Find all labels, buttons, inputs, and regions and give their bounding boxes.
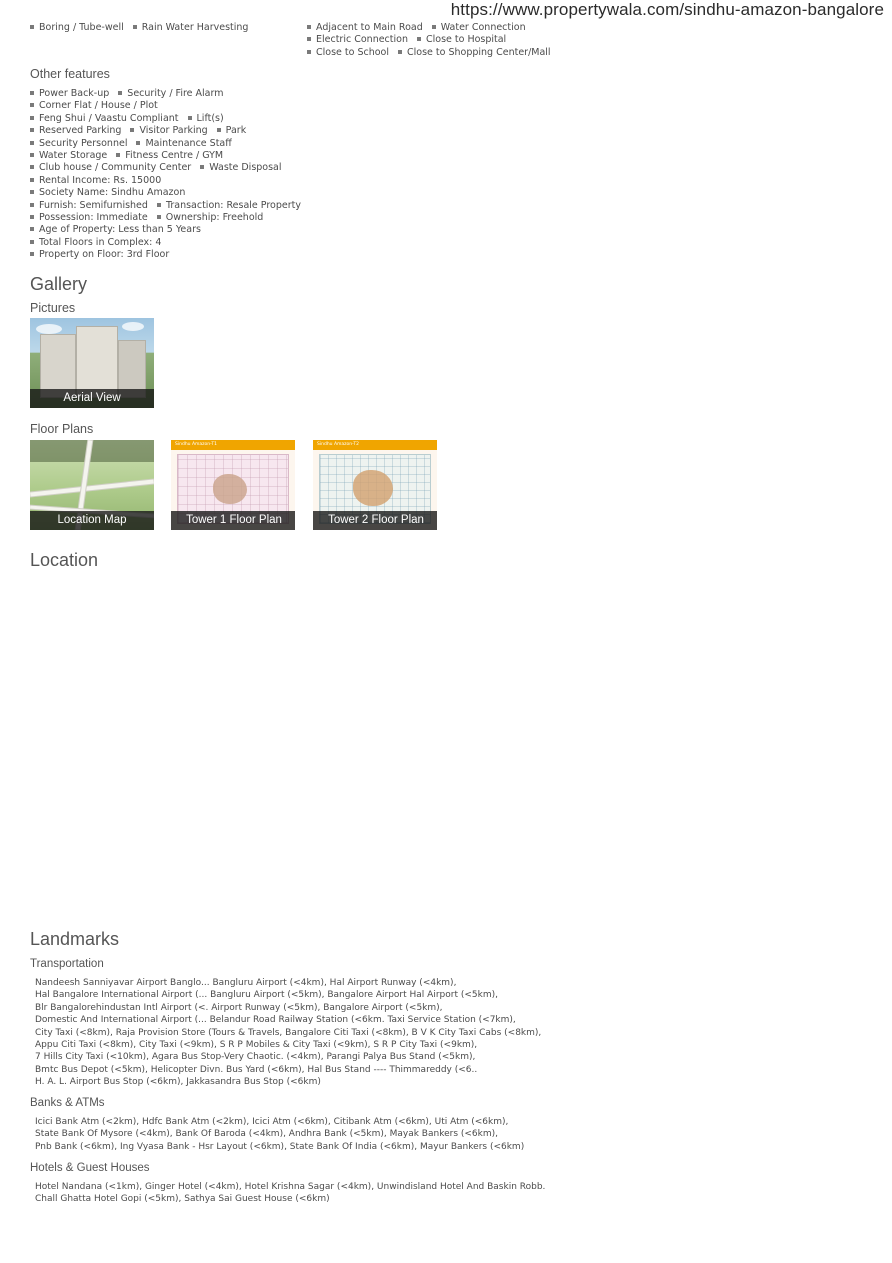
feature-row xyxy=(30,249,301,261)
feature-label: Society Name: Sindhu Amazon xyxy=(39,187,186,199)
bullet-icon xyxy=(30,25,34,29)
amenity-label: Close to School xyxy=(316,46,389,58)
landmark-line: Bmtc Bus Depot (<5km), Helicopter Divn. Bus Yard (<6km), Hal Bus Stand ---- Thimmareddy (<6.. xyxy=(35,1064,478,1075)
floor-plans-heading: Floor Plans xyxy=(30,422,94,436)
feature-label: Age of Property: Less than 5 Years xyxy=(39,224,201,236)
landmark-line: City Taxi (<8km), Raja Provision Store (Tours & Travels, Bangalore Citi Taxi (<8km), B V K City Taxi Cabs (<8km), xyxy=(35,1027,542,1038)
gallery-floorplan-location-map[interactable] xyxy=(30,440,154,530)
landmark-line: Domestic And International Airport (... Belandur Road Railway Station (<6km. Taxi Service Station (<7km), xyxy=(35,1015,516,1026)
feature-row xyxy=(30,200,301,212)
floorplan-banner-label: Sindhu Amazon-T2 xyxy=(317,442,359,447)
feature-label: Rental Income: Rs. 15000 xyxy=(39,174,162,186)
bullet-icon xyxy=(398,50,402,54)
amenity-label: Adjacent to Main Road xyxy=(316,22,423,33)
amenity-label: Boring / Tube-well xyxy=(39,22,124,33)
feature-row xyxy=(30,237,301,249)
feature-row xyxy=(30,175,301,187)
gallery-heading: Gallery xyxy=(30,274,88,294)
amenity-label: Water Connection xyxy=(440,22,526,33)
bullet-icon xyxy=(30,153,34,157)
bullet-icon xyxy=(200,165,204,169)
landmark-list-banks xyxy=(35,1116,524,1153)
feature-label: Water Storage xyxy=(39,150,108,162)
feature-row xyxy=(30,88,301,100)
feature-label: Possession: Immediate xyxy=(39,212,148,224)
bullet-icon xyxy=(217,128,221,132)
landmark-group-title-transportation: Transportation xyxy=(30,958,104,970)
feature-label: Security Personnel xyxy=(39,137,128,149)
bullet-icon xyxy=(116,153,120,157)
bullet-icon xyxy=(30,141,34,145)
landmark-line: Nandeesh Sanniyavar Airport Banglo... Bangluru Airport (<4km), Hal Airport Runway (<4km), xyxy=(35,978,457,988)
feature-label: Transaction: Resale Property xyxy=(165,199,301,211)
feature-label: Corner Flat / House / Plot xyxy=(39,100,158,112)
bullet-icon xyxy=(432,25,436,29)
feature-label: Club house / Community Center xyxy=(39,162,192,174)
feature-label: Total Floors in Complex: 4 xyxy=(39,236,162,248)
other-features-heading: Other features xyxy=(30,67,110,81)
feature-row xyxy=(30,150,301,162)
bullet-icon xyxy=(307,25,311,29)
bullet-icon xyxy=(30,203,34,207)
bullet-icon xyxy=(118,91,122,95)
floorplan-highlight xyxy=(353,470,393,506)
landmark-line: Hotel Nandana (<1km), Ginger Hotel (<4km), Hotel Krishna Sagar (<4km), Unwindisland Hotel And Baskin Robb. xyxy=(35,1182,546,1192)
feature-row xyxy=(30,100,301,112)
landmark-line: Hal Bangalore International Airport (... Bangluru Airport (<5km), Bangalore Airport Hal Airport (<5km), xyxy=(35,990,498,1001)
floorplan-banner xyxy=(313,440,437,450)
feature-label: Power Back-up xyxy=(39,88,110,99)
amenity-row xyxy=(307,22,551,34)
bullet-icon xyxy=(30,103,34,107)
amenities-left-column xyxy=(30,22,248,34)
amenity-label: Rain Water Harvesting xyxy=(141,22,249,33)
bullet-icon xyxy=(30,116,34,120)
feature-label: Ownership: Freehold xyxy=(165,212,264,224)
bullet-icon xyxy=(30,215,34,219)
bullet-icon xyxy=(136,141,140,145)
gallery-picture-aerial-view[interactable] xyxy=(30,318,154,408)
bullet-icon xyxy=(30,128,34,132)
amenity-label: Close to Hospital xyxy=(425,34,507,46)
floorplan-caption: Location Map xyxy=(30,511,154,530)
feature-label: Reserved Parking xyxy=(39,125,122,137)
map-overlay xyxy=(30,440,154,462)
landmark-line: Blr Bangalorehindustan Intl Airport (<. Airport Runway (<5km), Bangalore Airport (<5km), xyxy=(35,1002,443,1013)
floorplan-banner-label: Sindhu Amazon-T1 xyxy=(175,442,217,447)
other-features-list xyxy=(30,88,301,262)
feature-row xyxy=(30,224,301,236)
feature-row xyxy=(30,187,301,199)
feature-row xyxy=(30,162,301,174)
landmarks-heading: Landmarks xyxy=(30,929,120,949)
amenity-label: Close to Shopping Center/Mall xyxy=(407,46,551,58)
road-shape xyxy=(30,480,154,497)
landmark-group-title-hotels: Hotels & Guest Houses xyxy=(30,1162,150,1174)
amenity-row xyxy=(30,22,248,34)
bullet-icon xyxy=(30,91,34,95)
bullet-icon xyxy=(30,240,34,244)
floorplan-caption: Tower 1 Floor Plan xyxy=(171,511,295,530)
amenities-right-column xyxy=(307,22,551,59)
bullet-icon xyxy=(30,178,34,182)
bullet-icon xyxy=(188,116,192,120)
feature-label: Property on Floor: 3rd Floor xyxy=(39,249,170,261)
location-map-embed[interactable] xyxy=(30,580,862,910)
amenity-row xyxy=(307,47,551,59)
bullet-icon xyxy=(307,50,311,54)
bullet-icon xyxy=(157,203,161,207)
feature-row xyxy=(30,113,301,125)
bullet-icon xyxy=(30,252,34,256)
cloud-shape xyxy=(36,324,62,334)
bullet-icon xyxy=(157,215,161,219)
feature-label: Fitness Centre / GYM xyxy=(125,150,224,162)
landmark-line: Icici Bank Atm (<2km), Hdfc Bank Atm (<2km), Icici Atm (<6km), Citibank Atm (<6km), Uti Atm (<6km), xyxy=(35,1117,509,1127)
feature-label: Furnish: Semifurnished xyxy=(39,199,148,211)
bullet-icon xyxy=(30,190,34,194)
picture-caption: Aerial View xyxy=(30,389,154,408)
pictures-heading: Pictures xyxy=(30,301,76,315)
landmark-list-hotels xyxy=(35,1181,545,1206)
feature-row xyxy=(30,138,301,150)
landmark-line: Chall Ghatta Hotel Gopi (<5km), Sathya Sai Guest House (<6km) xyxy=(35,1194,330,1205)
feature-row xyxy=(30,125,301,137)
bullet-icon xyxy=(133,25,137,29)
feature-row xyxy=(30,212,301,224)
landmark-group-title-banks: Banks & ATMs xyxy=(30,1097,105,1109)
landmark-line: 7 Hills City Taxi (<10km), Agara Bus Stop-Very Chaotic. (<4km), Parangi Palya Bus Stand (<5km), xyxy=(35,1052,476,1063)
floorplan-highlight xyxy=(213,474,247,504)
floorplan-caption: Tower 2 Floor Plan xyxy=(313,511,437,530)
landmark-line: Pnb Bank (<6km), Ing Vyasa Bank - Hsr Layout (<6km), State Bank Of India (<6km), Mayur Bankers (<6km) xyxy=(35,1141,525,1152)
page-url: https://www.propertywala.com/sindhu-amazon-bangalore xyxy=(450,0,884,19)
feature-label: Lift(s) xyxy=(196,112,224,124)
cloud-shape xyxy=(122,322,144,331)
landmark-list-transportation xyxy=(35,977,541,1089)
floorplan-banner xyxy=(171,440,295,450)
feature-label: Maintenance Staff xyxy=(145,137,232,149)
feature-label: Visitor Parking xyxy=(139,125,208,137)
bullet-icon xyxy=(307,37,311,41)
bullet-icon xyxy=(30,227,34,231)
feature-label: Security / Fire Alarm xyxy=(127,88,224,99)
building-shape xyxy=(76,326,118,398)
feature-label: Park xyxy=(225,125,247,137)
landmark-line: Appu Citi Taxi (<8km), City Taxi (<9km), S R P Mobiles & City Taxi (<9km), S R P City Taxi (<9km), xyxy=(35,1040,478,1051)
gallery-floorplan-tower-1[interactable] xyxy=(171,440,295,530)
landmark-line: H. A. L. Airport Bus Stop (<6km), Jakkasandra Bus Stop (<6km) xyxy=(35,1077,321,1088)
feature-label: Waste Disposal xyxy=(209,162,282,174)
amenity-row xyxy=(307,34,551,46)
location-heading: Location xyxy=(30,550,99,570)
bullet-icon xyxy=(130,128,134,132)
amenity-label: Electric Connection xyxy=(316,34,408,46)
landmark-line: State Bank Of Mysore (<4km), Bank Of Baroda (<4km), Andhra Bank (<5km), Mayak Bankers (<6km), xyxy=(35,1129,499,1140)
bullet-icon xyxy=(417,37,421,41)
bullet-icon xyxy=(30,165,34,169)
gallery-floorplan-tower-2[interactable] xyxy=(313,440,437,530)
feature-label: Feng Shui / Vaastu Compliant xyxy=(39,112,179,124)
